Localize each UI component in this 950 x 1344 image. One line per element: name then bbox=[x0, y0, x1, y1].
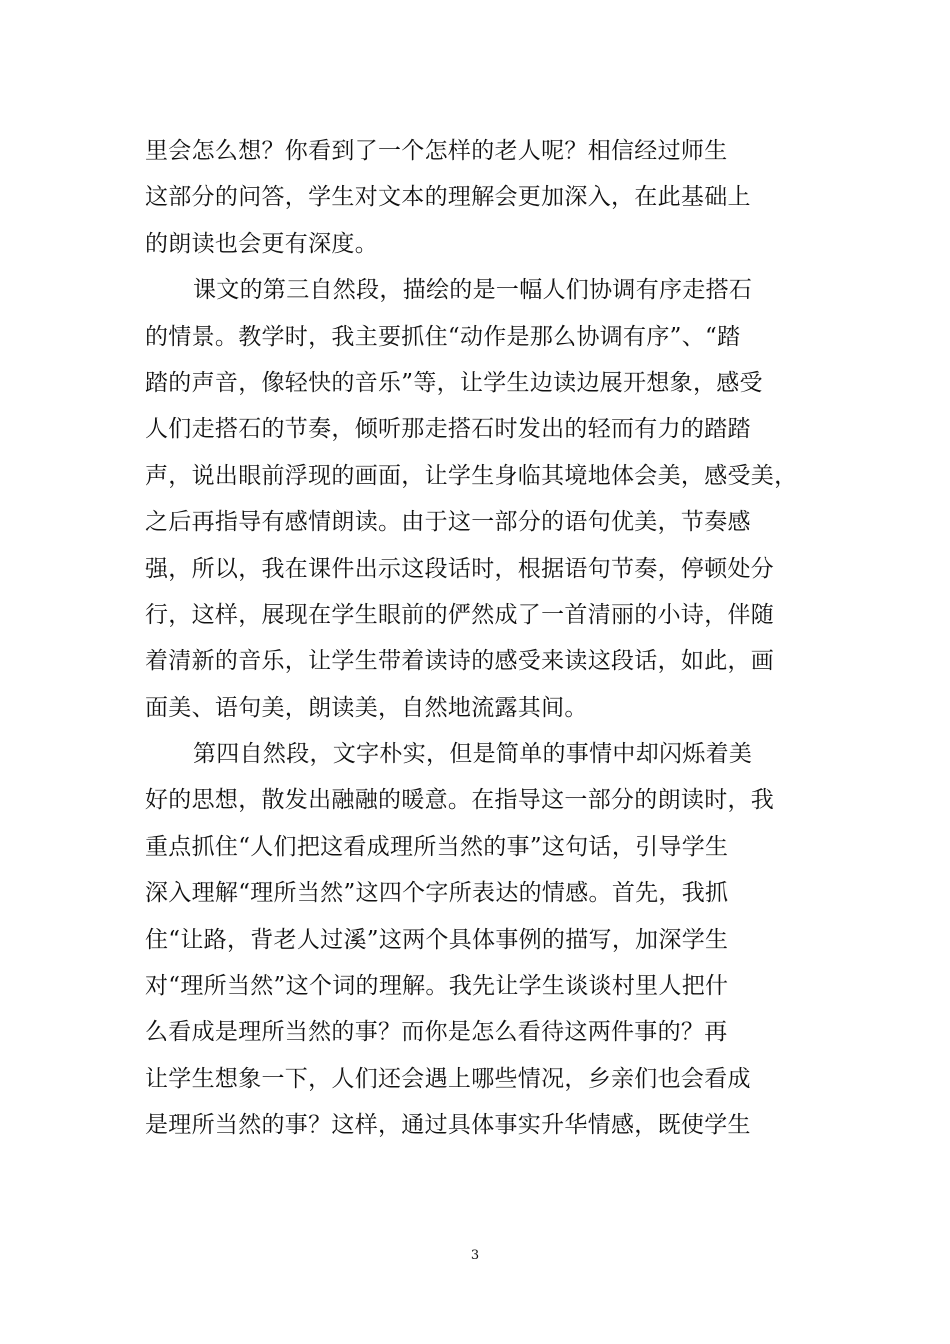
text-line: 面美、语句美，朗读美，自然地流露其间。 bbox=[145, 694, 588, 721]
text-line: 着清新的音乐，让学生带着读诗的感受来读这段话，如此，画 bbox=[145, 648, 775, 675]
text-line: 对“理所当然”这个词的理解。我先让学生谈谈村里人把什 bbox=[145, 973, 729, 1000]
body-text bbox=[145, 128, 825, 1149]
text-line: 重点抓住“人们把这看成理所当然的事”这句话，引导学生 bbox=[145, 833, 729, 860]
text-line: 的情景。教学时，我主要抓住“动作是那么协调有序”、“踏 bbox=[145, 323, 741, 350]
text-line: 行，这样，展现在学生眼前的俨然成了一首清丽的小诗，伴随 bbox=[145, 601, 775, 628]
text-line: 里会怎么想？你看到了一个怎样的老人呢？相信经过师生 bbox=[145, 138, 728, 164]
text-line: 这部分的问答，学生对文本的理解会更加深入，在此基础上 bbox=[145, 184, 751, 211]
text-line: 住“让路，背老人过溪”这两个具体事例的描写，加深学生 bbox=[145, 926, 729, 953]
text-line: 深入理解“理所当然”这四个字所表达的情感。首先，我抓 bbox=[145, 880, 729, 907]
text-line: 踏的声音，像轻快的音乐”等，让学生边读边展开想象，感受 bbox=[145, 369, 763, 396]
text-line: 人们走搭石的节奏，倾听那走搭石时发出的轻而有力的踏踏 bbox=[145, 416, 751, 443]
text-line: 强，所以，我在课件出示这段话时，根据语句节奏，停顿处分 bbox=[145, 555, 775, 582]
text-line: 让学生想象一下，人们还会遇上哪些情况，乡亲们也会看成 bbox=[145, 1065, 751, 1092]
page-number: 3 bbox=[470, 1248, 480, 1263]
text-line: 的朗读也会更有深度。 bbox=[145, 230, 378, 257]
text-line: 之后再指导有感情朗读。由于这一部分的语句优美，节奏感 bbox=[145, 509, 751, 536]
text-line: 么看成是理所当然的事？而你是怎么看待这两件事的？再 bbox=[145, 1019, 728, 1046]
paragraph-start-line: 课文的第三自然段，描绘的是一幅人们协调有序走搭石 bbox=[193, 277, 753, 304]
paragraph-start-line: 第四自然段，文字朴实，但是简单的事情中却闪烁着美 bbox=[193, 741, 753, 768]
text-line: 是理所当然的事？这样，通过具体事实升华情感，既使学生 bbox=[145, 1112, 751, 1139]
text-line: 好的思想，散发出融融的暖意。在指导这一部分的朗读时，我 bbox=[145, 787, 775, 814]
text-line: 声，说出眼前浮现的画面，让学生身临其境地体会美，感受美， bbox=[145, 462, 798, 489]
